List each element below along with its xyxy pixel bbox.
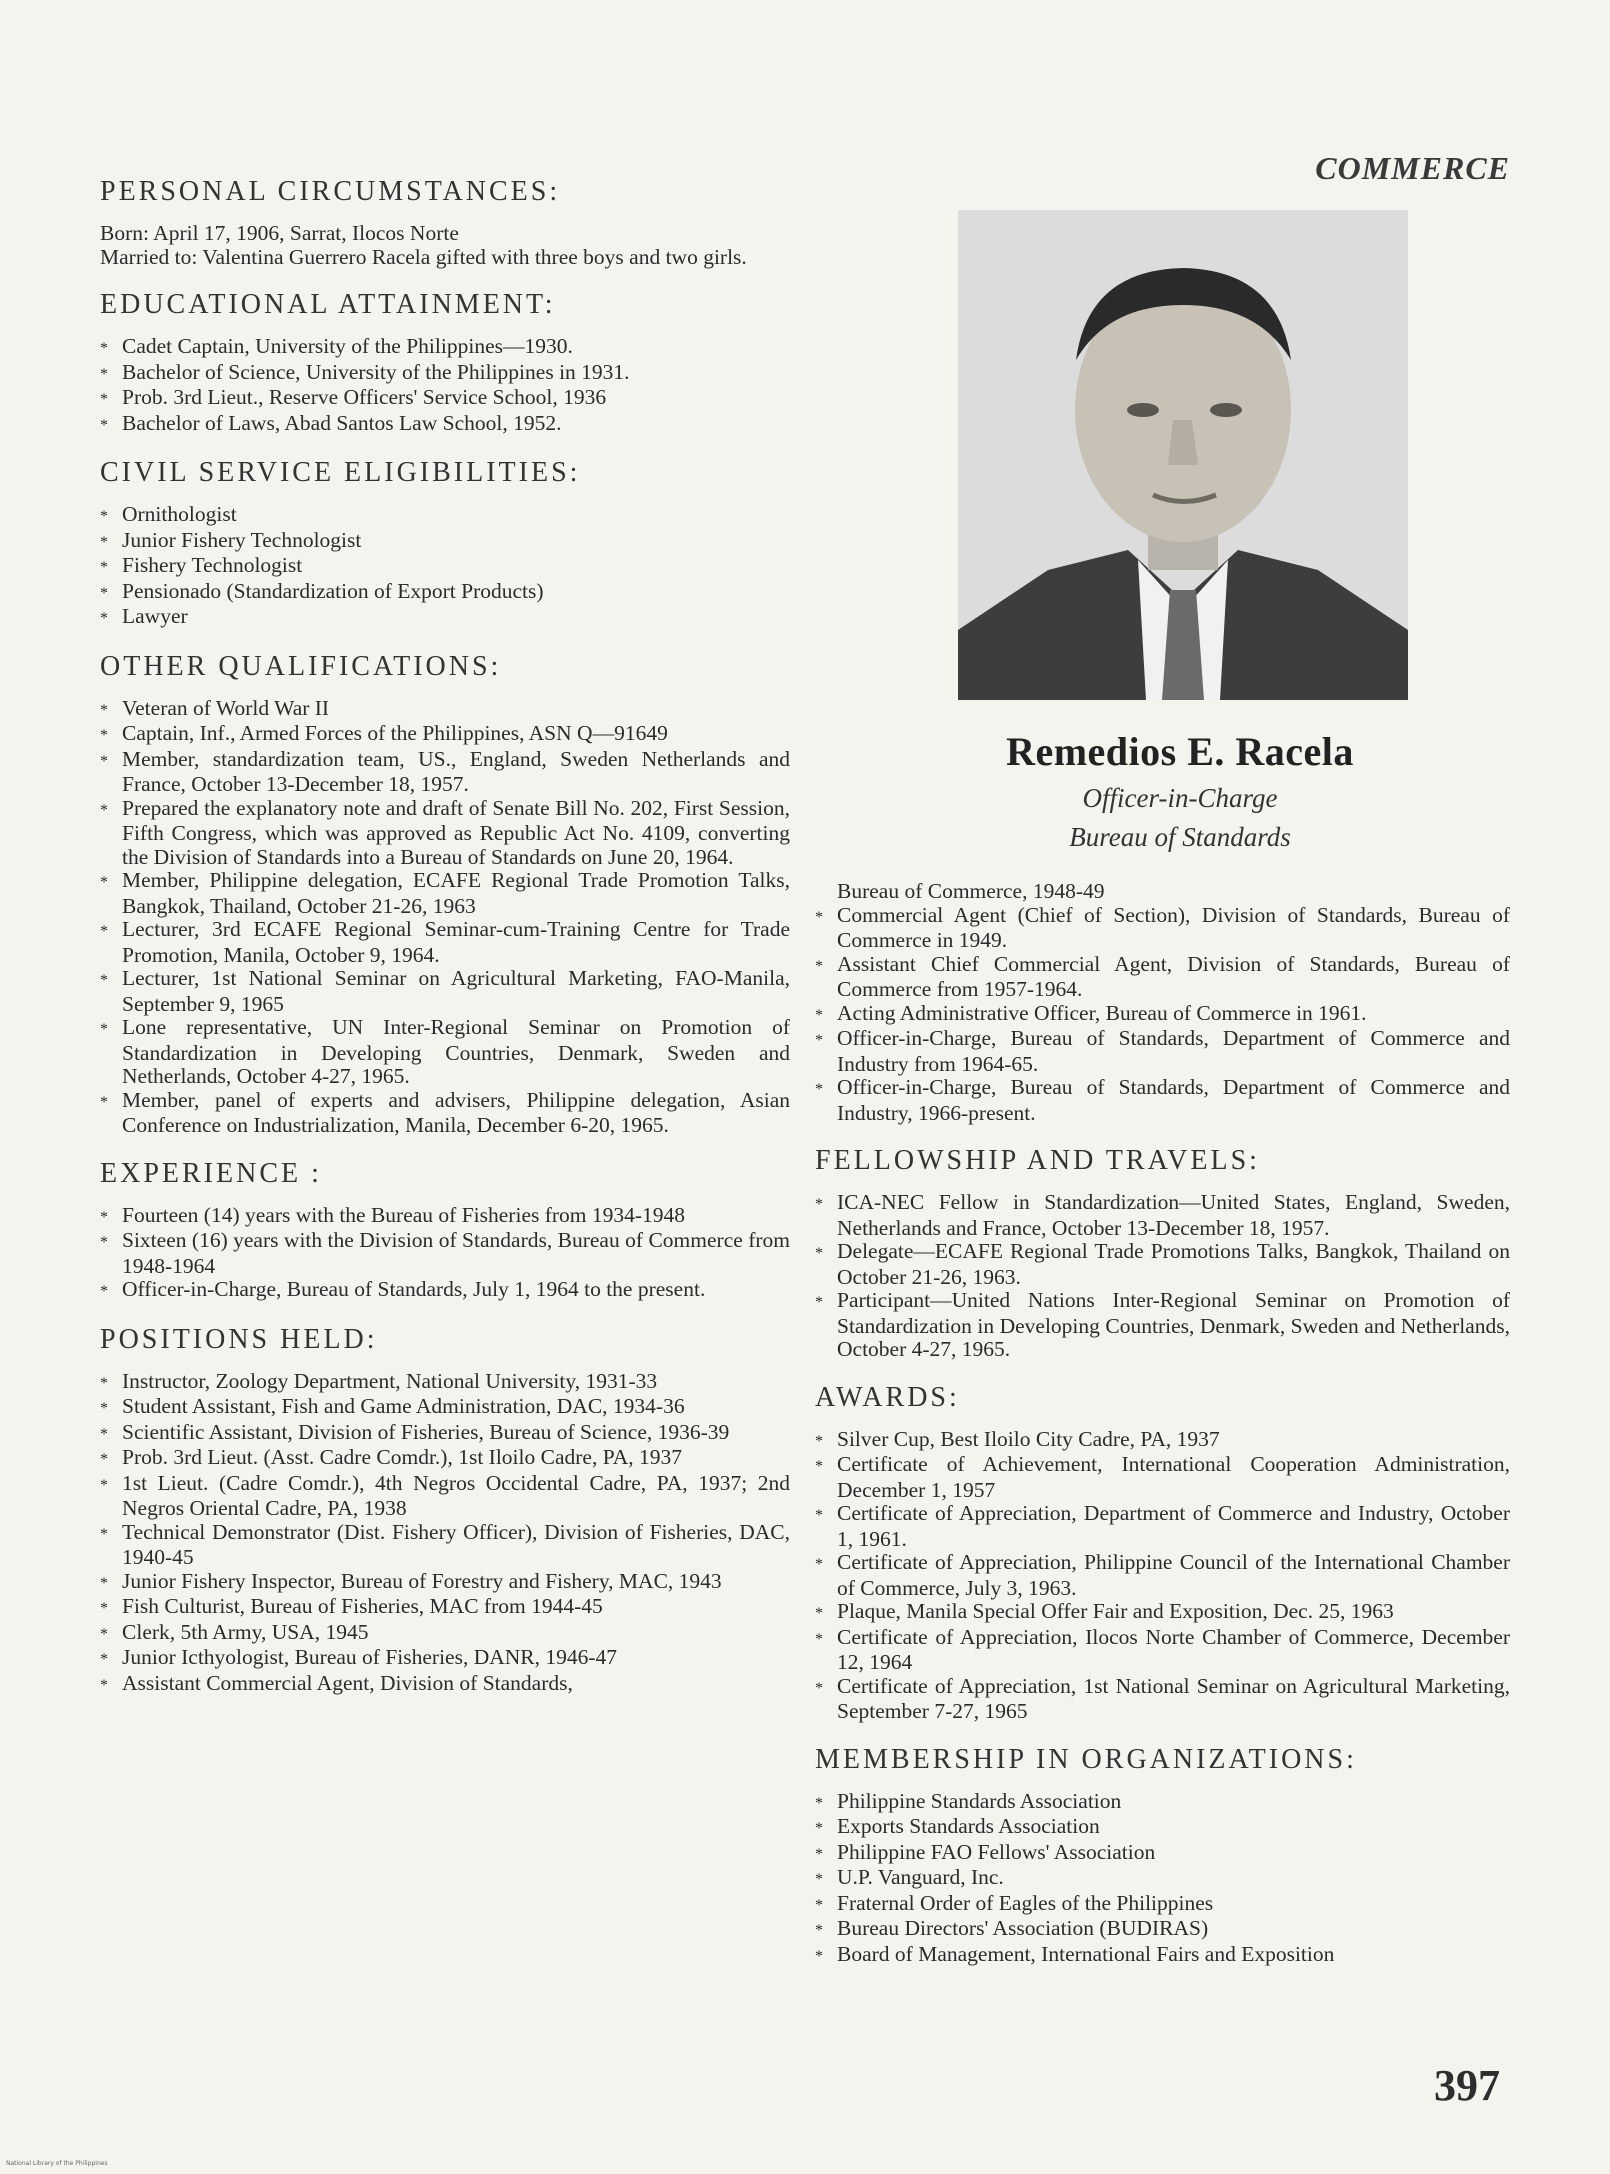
bullet-glyph: * [100, 1600, 108, 1617]
bullet-glyph: * [100, 559, 108, 576]
list-item: * Lone representative, UN Inter-Regional Seminar on Promotion of Standardization in Developing Countries, Denmark, Sweden and Netherlands, October 4-27, 1965. [100, 1015, 790, 1088]
bullet-glyph: * [815, 1196, 823, 1213]
list-item: * Officer-in-Charge, Bureau of Standards, Department of Commerce and Industry, 1966-present. [815, 1075, 1510, 1125]
bullet-glyph: * [100, 752, 108, 770]
bullet-glyph: * [815, 1507, 823, 1524]
list-item: * Philippine FAO Fellows' Association [815, 1841, 1510, 1867]
list-item: * Lecturer, 1st National Seminar on Agricultural Marketing, FAO-Manila, September 9, 1965 [100, 966, 790, 1016]
list-item: * U.P. Vanguard, Inc. [815, 1866, 1510, 1892]
list-item: * Prob. 3rd Lieut., Reserve Officers' Service School, 1936 [100, 386, 790, 412]
section-other-qualifications [100, 651, 790, 1138]
list-item: * Officer-in-Charge, Bureau of Standards, July 1, 1964 to the present. [100, 1278, 790, 1304]
list-item: * Fishery Technologist [100, 554, 790, 580]
section-heading: AWARDS: [815, 1381, 960, 1413]
list-item: * Certificate of Appreciation, Philippine Council of the International Chamber of Commerce, July 3, 1963. [815, 1550, 1510, 1600]
portrait-caption [880, 728, 1480, 853]
bullet-glyph: * [100, 1574, 108, 1592]
section-civil-service-eligibilities [100, 457, 790, 631]
section-fellowship-and-travels [815, 1145, 1510, 1362]
bullet-glyph: * [815, 1458, 823, 1475]
list-item: * Junior Icthyologist, Bureau of Fisheries, DANR, 1946-47 [100, 1646, 790, 1672]
bullet-glyph: * [815, 1922, 823, 1939]
list-item: * Assistant Chief Commercial Agent, Division of Standards, Bureau of Commerce from 1957-1964. [815, 951, 1510, 1001]
bullet-glyph: * [100, 801, 108, 819]
bullet-glyph: * [815, 1630, 823, 1648]
bullet-glyph: * [100, 1283, 108, 1300]
bullet-glyph: * [100, 1093, 108, 1111]
section-heading: PERSONAL CIRCUMSTANCES: [100, 176, 561, 207]
section-positions-held [100, 1324, 790, 1698]
married-line: Married to: Valentina Guerrero Racela gifted with three boys and two girls. [100, 244, 747, 269]
bullet-glyph: * [100, 1476, 108, 1494]
list-item: * Junior Fishery Technologist [100, 529, 790, 555]
portrait-illustration [958, 210, 1408, 700]
person-office: Bureau of Standards [1069, 822, 1291, 852]
section-heading: EXPERIENCE : [100, 1157, 322, 1189]
bullet-glyph: * [815, 908, 823, 926]
bullet-glyph: * [815, 1556, 823, 1573]
list-item: * Pensionado (Standardization of Export Products) [100, 580, 790, 606]
bullet-glyph: * [100, 701, 108, 719]
bullet-glyph: * [100, 1234, 108, 1251]
section-heading: MEMBERSHIP IN ORGANIZATIONS: [815, 1743, 1357, 1775]
list-item: * Lawyer [100, 605, 790, 631]
bullet-glyph: * [100, 365, 108, 383]
list-item: * Fourteen (14) years with the Bureau of Fisheries from 1934-1948 [100, 1204, 790, 1230]
section-heading: CIVIL SERVICE ELIGIBILITIES: [100, 457, 581, 488]
list-item: * Veteran of World War II [100, 697, 790, 723]
bullet-glyph: * [100, 391, 108, 408]
section-heading: POSITIONS HELD: [100, 1323, 378, 1355]
bullet-glyph: * [100, 508, 108, 525]
list-item: * Plaque, Manila Special Offer Fair and Exposition, Dec. 25, 1963 [815, 1600, 1510, 1626]
bullet-glyph: * [100, 1425, 108, 1443]
bullet-glyph: * [100, 1021, 108, 1038]
bullet-list [100, 335, 790, 437]
list-item: * Certificate of Appreciation, Department of Commerce and Industry, October 1, 1961. [815, 1501, 1510, 1551]
bullet-list [815, 1790, 1510, 1969]
section-heading: EDUCATIONAL ATTAINMENT: [100, 289, 556, 320]
bullet-glyph: * [100, 1525, 108, 1543]
list-item: * Cadet Captain, University of the Philippines—1930. [100, 335, 790, 361]
bullet-list [815, 904, 1510, 1126]
bullet-glyph: * [815, 1679, 823, 1697]
bullet-glyph: * [815, 1081, 823, 1098]
continued-line: Bureau of Commerce, 1948-49 [837, 879, 1105, 903]
bullet-glyph: * [815, 1896, 823, 1914]
list-item: * Delegate—ECAFE Regional Trade Promotions Talks, Bangkok, Thailand on October 21-26, 1963. [815, 1239, 1510, 1289]
bullet-glyph: * [100, 972, 108, 989]
list-item: * Commercial Agent (Chief of Section), Division of Standards, Bureau of Commerce in 1949. [815, 902, 1510, 952]
bullet-glyph: * [815, 1871, 823, 1888]
bullet-glyph: * [100, 610, 108, 627]
bullet-list [815, 1428, 1510, 1724]
page-number: 397 [1434, 2061, 1500, 2110]
left-column [100, 176, 790, 1717]
list-item: * Officer-in-Charge, Bureau of Standards, Department of Commerce and Industry from 1964-65. [815, 1026, 1510, 1076]
list-item: * Certificate of Achievement, International Cooperation Administration, December 1, 1957 [815, 1452, 1510, 1502]
list-item: * Exports Standards Association [815, 1815, 1510, 1841]
bullet-glyph: * [815, 1605, 823, 1622]
list-item: * Participant—United Nations Inter-Regional Seminar on Promotion of Standardization in Developing Countries, Denmark, Sweden and Netherlands, October 4-27, 1965. [815, 1288, 1510, 1361]
list-item: * Member, Philippine delegation, ECAFE Regional Trade Promotion Talks, Bangkok, Thailand, October 21-26, 1963 [100, 868, 790, 918]
bullet-glyph: * [100, 340, 108, 357]
list-item: * Junior Fishery Inspector, Bureau of Forestry and Fishery, MAC, 1943 [100, 1570, 790, 1596]
list-item: * Philippine Standards Association [815, 1790, 1510, 1816]
list-item: * Fraternal Order of Eagles of the Philippines [815, 1892, 1510, 1918]
section-heading: FELLOWSHIP AND TRAVELS: [815, 1145, 1260, 1176]
list-item: * Captain, Inf., Armed Forces of the Philippines, ASN Q—91649 [100, 722, 790, 748]
bullet-list [100, 1370, 790, 1698]
list-item: * Sixteen (16) years with the Division of Standards, Bureau of Commerce from 1948-1964 [100, 1228, 790, 1278]
footer-note: National Library of the Philippines [6, 2160, 108, 2167]
bullet-glyph: * [100, 874, 108, 891]
list-item: * Acting Administrative Officer, Bureau of Commerce in 1961. [815, 1002, 1510, 1028]
bullet-glyph: * [815, 1245, 823, 1262]
section-awards [815, 1382, 1510, 1724]
bullet-glyph: * [100, 1400, 108, 1417]
list-item: * ICA-NEC Fellow in Standardization—United States, England, Sweden, Netherlands and France, October 13-December 18, 1957. [815, 1190, 1510, 1240]
section-membership-in-organizations [815, 1744, 1510, 1969]
list-item: * Technical Demonstrator (Dist. Fishery Officer), Division of Fisheries, DAC, 1940-45 [100, 1519, 790, 1569]
bullet-glyph: * [100, 1651, 108, 1668]
right-column [815, 880, 1510, 1988]
bullet-glyph: * [100, 584, 108, 602]
list-item: * Clerk, 5th Army, USA, 1945 [100, 1621, 790, 1647]
bullet-glyph: * [100, 1374, 108, 1392]
portrait-photo [958, 210, 1408, 700]
list-item: * Certificate of Appreciation, Ilocos Norte Chamber of Commerce, December 12, 1964 [815, 1624, 1510, 1674]
bullet-list [100, 1204, 790, 1304]
bullet-glyph: * [815, 1432, 823, 1450]
bullet-glyph: * [100, 416, 108, 434]
bullet-glyph: * [815, 1845, 823, 1863]
bullet-glyph: * [100, 533, 108, 551]
bullet-glyph: * [815, 1006, 823, 1024]
bullet-glyph: * [815, 1947, 823, 1965]
section-personal-circumstances [100, 176, 790, 269]
bullet-list [100, 697, 790, 1138]
list-item: * Prob. 3rd Lieut. (Asst. Cadre Comdr.), 1st Iloilo Cadre, PA, 1937 [100, 1446, 790, 1472]
list-item: * Bureau Directors' Association (BUDIRAS) [815, 1917, 1510, 1943]
bullet-glyph: * [100, 923, 108, 940]
person-position: Officer-in-Charge [1082, 783, 1278, 813]
list-item: * Certificate of Appreciation, 1st National Seminar on Agricultural Marketing, September 7-27, 1965 [815, 1673, 1510, 1723]
list-item: * Bachelor of Laws, Abad Santos Law School, 1952. [100, 412, 790, 438]
list-item: * Lecturer, 3rd ECAFE Regional Seminar-cum-Training Centre for Trade Promotion, Manila, October 9, 1964. [100, 917, 790, 967]
bullet-list [100, 503, 790, 631]
section-experience [100, 1158, 790, 1304]
list-item: * Scientific Assistant, Division of Fisheries, Bureau of Science, 1936-39 [100, 1421, 790, 1447]
list-item: * Board of Management, International Fairs and Exposition [815, 1943, 1510, 1969]
bullet-glyph: * [815, 1794, 823, 1812]
list-item: * Fish Culturist, Bureau of Fisheries, MAC from 1944-45 [100, 1595, 790, 1621]
list-item: * Student Assistant, Fish and Game Administration, DAC, 1934-36 [100, 1395, 790, 1421]
list-item: * Instructor, Zoology Department, National University, 1931-33 [100, 1370, 790, 1396]
born-line: Born: April 17, 1906, Sarrat, Ilocos Norte [100, 221, 459, 245]
section-educational-attainment [100, 289, 790, 437]
bullet-glyph: * [815, 957, 823, 975]
bullet-glyph: * [815, 1032, 823, 1049]
list-item: * Ornithologist [100, 503, 790, 529]
bullet-glyph: * [100, 1676, 108, 1694]
list-item: * Silver Cup, Best Iloilo City Cadre, PA, 1937 [815, 1428, 1510, 1454]
list-item: * Assistant Commercial Agent, Division of Standards, [100, 1672, 790, 1698]
list-item: * 1st Lieut. (Cadre Comdr.), 4th Negros Occidental Cadre, PA, 1937; 2nd Negros Oriental Cadre, PA, 1938 [100, 1470, 790, 1520]
list-item: * Member, standardization team, US., England, Sweden Netherlands and France, October 13-December 18, 1957. [100, 746, 790, 796]
bullet-glyph: * [815, 1294, 823, 1311]
person-name: Remedios E. Racela [1006, 729, 1354, 774]
positions-held-continued [815, 880, 1510, 1125]
bullet-list [815, 1191, 1510, 1362]
list-item: * Member, panel of experts and advisers, Philippine delegation, Asian Conference on Industrialization, Manila, December 6-20, 1965. [100, 1087, 790, 1137]
bullet-glyph: * [100, 1625, 108, 1643]
list-item: * Bachelor of Science, University of the Philippines in 1931. [100, 361, 790, 387]
bullet-glyph: * [815, 1820, 823, 1837]
running-head: COMMERCE [1315, 150, 1510, 186]
section-heading: OTHER QUALIFICATIONS: [100, 650, 502, 682]
bullet-glyph: * [100, 1208, 108, 1226]
bullet-glyph: * [100, 727, 108, 744]
bullet-glyph: * [100, 1451, 108, 1468]
list-item: * Prepared the explanatory note and draft of Senate Bill No. 202, First Session, Fifth Congress, which was approved as Republic Act No. 4109, converting the Division of Standards into a Bureau of Standards on June 20, 1964. [100, 795, 790, 869]
